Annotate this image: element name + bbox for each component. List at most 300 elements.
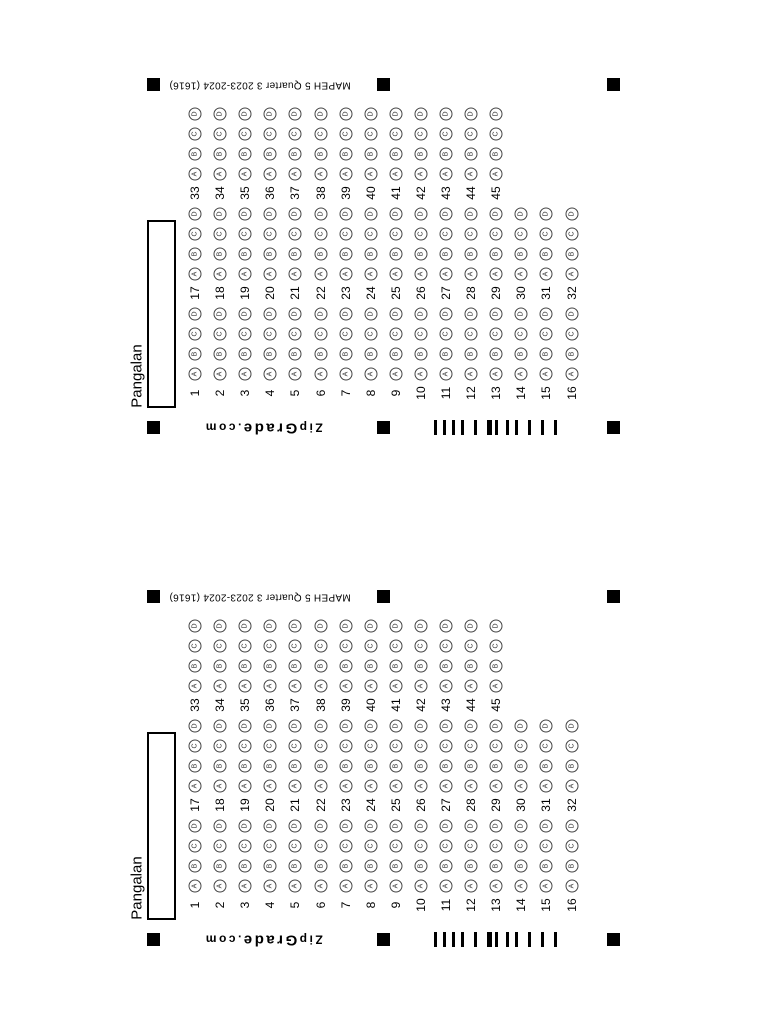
answer-bubble[interactable] xyxy=(440,780,453,793)
answer-bubble[interactable] xyxy=(214,860,227,873)
answer-bubble[interactable] xyxy=(440,348,453,361)
answer-bubble[interactable] xyxy=(515,268,528,281)
answer-bubble[interactable] xyxy=(490,248,503,261)
answer-bubble[interactable] xyxy=(490,228,503,241)
answer-bubble[interactable] xyxy=(239,128,252,141)
answer-bubble[interactable] xyxy=(490,780,503,793)
answer-bubble[interactable] xyxy=(239,148,252,161)
answer-bubble[interactable] xyxy=(414,780,427,793)
answer-bubble[interactable] xyxy=(565,880,578,893)
answer-bubble[interactable] xyxy=(239,680,252,693)
answer-bubble[interactable] xyxy=(339,268,352,281)
answer-bubble[interactable] xyxy=(264,148,277,161)
answer-bubble[interactable] xyxy=(264,328,277,341)
answer-bubble[interactable] xyxy=(339,248,352,261)
answer-bubble[interactable] xyxy=(314,348,327,361)
answer-bubble[interactable] xyxy=(515,740,528,753)
answer-bubble[interactable] xyxy=(389,880,402,893)
answer-bubble[interactable] xyxy=(490,740,503,753)
answer-bubble[interactable] xyxy=(389,348,402,361)
answer-bubble[interactable] xyxy=(239,208,252,221)
answer-bubble[interactable] xyxy=(490,208,503,221)
answer-bubble[interactable] xyxy=(364,348,377,361)
answer-bubble[interactable] xyxy=(264,128,277,141)
answer-bubble[interactable] xyxy=(214,228,227,241)
answer-bubble[interactable] xyxy=(239,760,252,773)
answer-bubble[interactable] xyxy=(465,880,478,893)
answer-bubble[interactable] xyxy=(314,860,327,873)
answer-bubble[interactable] xyxy=(339,128,352,141)
answer-bubble[interactable] xyxy=(189,640,202,653)
answer-bubble[interactable] xyxy=(214,820,227,833)
answer-bubble[interactable] xyxy=(214,660,227,673)
answer-bubble[interactable] xyxy=(314,228,327,241)
answer-bubble[interactable] xyxy=(465,840,478,853)
answer-bubble[interactable] xyxy=(189,740,202,753)
answer-bubble[interactable] xyxy=(289,820,302,833)
answer-bubble[interactable] xyxy=(565,820,578,833)
answer-bubble[interactable] xyxy=(364,780,377,793)
answer-bubble[interactable] xyxy=(364,680,377,693)
answer-bubble[interactable] xyxy=(389,760,402,773)
answer-bubble[interactable] xyxy=(214,108,227,121)
answer-bubble[interactable] xyxy=(264,108,277,121)
answer-bubble[interactable] xyxy=(289,348,302,361)
answer-bubble[interactable] xyxy=(565,268,578,281)
answer-bubble[interactable] xyxy=(339,860,352,873)
answer-bubble[interactable] xyxy=(264,860,277,873)
answer-bubble[interactable] xyxy=(364,368,377,381)
answer-bubble[interactable] xyxy=(414,268,427,281)
answer-bubble[interactable] xyxy=(239,248,252,261)
answer-bubble[interactable] xyxy=(440,760,453,773)
answer-bubble[interactable] xyxy=(189,268,202,281)
answer-bubble[interactable] xyxy=(490,840,503,853)
answer-bubble[interactable] xyxy=(389,108,402,121)
answer-bubble[interactable] xyxy=(389,328,402,341)
answer-bubble[interactable] xyxy=(289,640,302,653)
answer-bubble[interactable] xyxy=(414,228,427,241)
answer-bubble[interactable] xyxy=(465,108,478,121)
answer-bubble[interactable] xyxy=(314,128,327,141)
answer-bubble[interactable] xyxy=(465,308,478,321)
answer-bubble[interactable] xyxy=(440,660,453,673)
answer-bubble[interactable] xyxy=(414,860,427,873)
answer-bubble[interactable] xyxy=(414,208,427,221)
answer-bubble[interactable] xyxy=(314,880,327,893)
answer-bubble[interactable] xyxy=(314,108,327,121)
answer-bubble[interactable] xyxy=(490,720,503,733)
answer-bubble[interactable] xyxy=(214,880,227,893)
answer-bubble[interactable] xyxy=(214,148,227,161)
answer-bubble[interactable] xyxy=(339,760,352,773)
answer-bubble[interactable] xyxy=(414,148,427,161)
answer-bubble[interactable] xyxy=(540,308,553,321)
answer-bubble[interactable] xyxy=(414,620,427,633)
answer-bubble[interactable] xyxy=(440,268,453,281)
answer-bubble[interactable] xyxy=(189,780,202,793)
answer-bubble[interactable] xyxy=(364,640,377,653)
answer-bubble[interactable] xyxy=(565,328,578,341)
answer-bubble[interactable] xyxy=(440,308,453,321)
answer-bubble[interactable] xyxy=(540,328,553,341)
answer-bubble[interactable] xyxy=(414,880,427,893)
answer-bubble[interactable] xyxy=(465,268,478,281)
answer-bubble[interactable] xyxy=(440,248,453,261)
answer-bubble[interactable] xyxy=(364,208,377,221)
answer-bubble[interactable] xyxy=(214,840,227,853)
answer-bubble[interactable] xyxy=(239,168,252,181)
answer-bubble[interactable] xyxy=(314,268,327,281)
answer-bubble[interactable] xyxy=(389,228,402,241)
answer-bubble[interactable] xyxy=(239,880,252,893)
answer-bubble[interactable] xyxy=(389,268,402,281)
answer-bubble[interactable] xyxy=(490,168,503,181)
answer-bubble[interactable] xyxy=(264,368,277,381)
answer-bubble[interactable] xyxy=(264,720,277,733)
answer-bubble[interactable] xyxy=(189,760,202,773)
answer-bubble[interactable] xyxy=(465,620,478,633)
answer-bubble[interactable] xyxy=(214,268,227,281)
answer-bubble[interactable] xyxy=(214,680,227,693)
answer-bubble[interactable] xyxy=(414,720,427,733)
answer-bubble[interactable] xyxy=(414,348,427,361)
answer-bubble[interactable] xyxy=(364,880,377,893)
answer-bubble[interactable] xyxy=(440,840,453,853)
answer-bubble[interactable] xyxy=(540,740,553,753)
answer-bubble[interactable] xyxy=(465,168,478,181)
answer-bubble[interactable] xyxy=(264,228,277,241)
answer-bubble[interactable] xyxy=(264,780,277,793)
answer-bubble[interactable] xyxy=(414,640,427,653)
answer-bubble[interactable] xyxy=(490,108,503,121)
answer-bubble[interactable] xyxy=(189,168,202,181)
answer-bubble[interactable] xyxy=(339,228,352,241)
answer-bubble[interactable] xyxy=(465,680,478,693)
answer-bubble[interactable] xyxy=(565,860,578,873)
answer-bubble[interactable] xyxy=(339,348,352,361)
answer-bubble[interactable] xyxy=(364,620,377,633)
answer-bubble[interactable] xyxy=(364,328,377,341)
answer-bubble[interactable] xyxy=(214,348,227,361)
answer-bubble[interactable] xyxy=(339,620,352,633)
answer-bubble[interactable] xyxy=(364,308,377,321)
answer-bubble[interactable] xyxy=(264,348,277,361)
answer-bubble[interactable] xyxy=(189,148,202,161)
answer-bubble[interactable] xyxy=(515,880,528,893)
answer-bubble[interactable] xyxy=(414,820,427,833)
answer-bubble[interactable] xyxy=(289,680,302,693)
answer-bubble[interactable] xyxy=(565,760,578,773)
answer-bubble[interactable] xyxy=(515,760,528,773)
answer-bubble[interactable] xyxy=(314,780,327,793)
answer-bubble[interactable] xyxy=(440,820,453,833)
answer-bubble[interactable] xyxy=(314,720,327,733)
answer-bubble[interactable] xyxy=(214,780,227,793)
answer-bubble[interactable] xyxy=(389,208,402,221)
answer-bubble[interactable] xyxy=(189,248,202,261)
answer-bubble[interactable] xyxy=(414,308,427,321)
answer-bubble[interactable] xyxy=(414,740,427,753)
answer-bubble[interactable] xyxy=(339,108,352,121)
answer-bubble[interactable] xyxy=(289,740,302,753)
answer-bubble[interactable] xyxy=(440,620,453,633)
answer-bubble[interactable] xyxy=(540,780,553,793)
answer-bubble[interactable] xyxy=(314,680,327,693)
answer-bubble[interactable] xyxy=(264,268,277,281)
answer-bubble[interactable] xyxy=(314,308,327,321)
answer-bubble[interactable] xyxy=(314,820,327,833)
answer-bubble[interactable] xyxy=(339,680,352,693)
answer-bubble[interactable] xyxy=(364,248,377,261)
answer-bubble[interactable] xyxy=(214,208,227,221)
answer-bubble[interactable] xyxy=(440,368,453,381)
answer-bubble[interactable] xyxy=(465,128,478,141)
answer-bubble[interactable] xyxy=(490,148,503,161)
answer-bubble[interactable] xyxy=(239,840,252,853)
answer-bubble[interactable] xyxy=(314,660,327,673)
answer-bubble[interactable] xyxy=(314,640,327,653)
answer-bubble[interactable] xyxy=(440,860,453,873)
answer-bubble[interactable] xyxy=(214,720,227,733)
answer-bubble[interactable] xyxy=(490,820,503,833)
answer-bubble[interactable] xyxy=(289,860,302,873)
answer-bubble[interactable] xyxy=(214,328,227,341)
answer-bubble[interactable] xyxy=(515,368,528,381)
answer-bubble[interactable] xyxy=(239,740,252,753)
answer-bubble[interactable] xyxy=(314,168,327,181)
answer-bubble[interactable] xyxy=(565,840,578,853)
answer-bubble[interactable] xyxy=(289,880,302,893)
answer-bubble[interactable] xyxy=(440,680,453,693)
answer-bubble[interactable] xyxy=(339,740,352,753)
answer-bubble[interactable] xyxy=(239,780,252,793)
answer-bubble[interactable] xyxy=(239,640,252,653)
answer-bubble[interactable] xyxy=(339,660,352,673)
answer-bubble[interactable] xyxy=(389,660,402,673)
answer-bubble[interactable] xyxy=(264,248,277,261)
answer-bubble[interactable] xyxy=(414,168,427,181)
answer-bubble[interactable] xyxy=(440,328,453,341)
answer-bubble[interactable] xyxy=(239,348,252,361)
answer-bubble[interactable] xyxy=(490,640,503,653)
answer-bubble[interactable] xyxy=(414,368,427,381)
answer-bubble[interactable] xyxy=(214,620,227,633)
answer-bubble[interactable] xyxy=(440,128,453,141)
answer-bubble[interactable] xyxy=(289,760,302,773)
answer-bubble[interactable] xyxy=(364,228,377,241)
answer-bubble[interactable] xyxy=(339,208,352,221)
answer-bubble[interactable] xyxy=(490,268,503,281)
answer-bubble[interactable] xyxy=(339,168,352,181)
answer-bubble[interactable] xyxy=(389,640,402,653)
answer-bubble[interactable] xyxy=(339,780,352,793)
answer-bubble[interactable] xyxy=(465,720,478,733)
answer-bubble[interactable] xyxy=(440,640,453,653)
answer-bubble[interactable] xyxy=(465,740,478,753)
answer-bubble[interactable] xyxy=(289,328,302,341)
answer-bubble[interactable] xyxy=(490,328,503,341)
answer-bubble[interactable] xyxy=(465,760,478,773)
answer-bubble[interactable] xyxy=(540,860,553,873)
answer-bubble[interactable] xyxy=(490,308,503,321)
answer-bubble[interactable] xyxy=(189,328,202,341)
answer-bubble[interactable] xyxy=(339,840,352,853)
answer-bubble[interactable] xyxy=(189,368,202,381)
answer-bubble[interactable] xyxy=(414,680,427,693)
answer-bubble[interactable] xyxy=(314,148,327,161)
answer-bubble[interactable] xyxy=(515,308,528,321)
answer-bubble[interactable] xyxy=(364,148,377,161)
answer-bubble[interactable] xyxy=(389,780,402,793)
answer-bubble[interactable] xyxy=(189,108,202,121)
answer-bubble[interactable] xyxy=(289,268,302,281)
answer-bubble[interactable] xyxy=(490,880,503,893)
answer-bubble[interactable] xyxy=(264,840,277,853)
answer-bubble[interactable] xyxy=(264,820,277,833)
answer-bubble[interactable] xyxy=(389,740,402,753)
answer-bubble[interactable] xyxy=(189,620,202,633)
answer-bubble[interactable] xyxy=(264,880,277,893)
answer-bubble[interactable] xyxy=(540,880,553,893)
answer-bubble[interactable] xyxy=(339,328,352,341)
answer-bubble[interactable] xyxy=(189,720,202,733)
answer-bubble[interactable] xyxy=(314,760,327,773)
answer-bubble[interactable] xyxy=(515,228,528,241)
answer-bubble[interactable] xyxy=(289,108,302,121)
answer-bubble[interactable] xyxy=(264,680,277,693)
answer-bubble[interactable] xyxy=(440,168,453,181)
answer-bubble[interactable] xyxy=(214,248,227,261)
answer-bubble[interactable] xyxy=(565,248,578,261)
answer-bubble[interactable] xyxy=(214,640,227,653)
answer-bubble[interactable] xyxy=(465,660,478,673)
answer-bubble[interactable] xyxy=(490,368,503,381)
answer-bubble[interactable] xyxy=(214,168,227,181)
answer-bubble[interactable] xyxy=(414,328,427,341)
answer-bubble[interactable] xyxy=(465,780,478,793)
answer-bubble[interactable] xyxy=(490,760,503,773)
answer-bubble[interactable] xyxy=(364,660,377,673)
answer-bubble[interactable] xyxy=(389,860,402,873)
answer-bubble[interactable] xyxy=(440,108,453,121)
answer-bubble[interactable] xyxy=(490,860,503,873)
answer-bubble[interactable] xyxy=(389,620,402,633)
answer-bubble[interactable] xyxy=(189,680,202,693)
answer-bubble[interactable] xyxy=(264,640,277,653)
answer-bubble[interactable] xyxy=(565,780,578,793)
answer-bubble[interactable] xyxy=(540,348,553,361)
answer-bubble[interactable] xyxy=(540,248,553,261)
answer-bubble[interactable] xyxy=(189,308,202,321)
answer-bubble[interactable] xyxy=(465,640,478,653)
answer-bubble[interactable] xyxy=(264,660,277,673)
answer-bubble[interactable] xyxy=(465,208,478,221)
answer-bubble[interactable] xyxy=(289,148,302,161)
answer-bubble[interactable] xyxy=(465,148,478,161)
answer-bubble[interactable] xyxy=(414,248,427,261)
answer-bubble[interactable] xyxy=(389,248,402,261)
answer-bubble[interactable] xyxy=(214,760,227,773)
answer-bubble[interactable] xyxy=(314,208,327,221)
answer-bubble[interactable] xyxy=(239,308,252,321)
answer-bubble[interactable] xyxy=(414,108,427,121)
answer-bubble[interactable] xyxy=(264,760,277,773)
answer-bubble[interactable] xyxy=(515,780,528,793)
answer-bubble[interactable] xyxy=(289,168,302,181)
answer-bubble[interactable] xyxy=(465,860,478,873)
answer-bubble[interactable] xyxy=(289,660,302,673)
name-field[interactable] xyxy=(147,220,176,408)
answer-bubble[interactable] xyxy=(364,720,377,733)
answer-bubble[interactable] xyxy=(540,228,553,241)
answer-bubble[interactable] xyxy=(540,760,553,773)
answer-bubble[interactable] xyxy=(264,208,277,221)
answer-bubble[interactable] xyxy=(515,208,528,221)
answer-bubble[interactable] xyxy=(339,640,352,653)
answer-bubble[interactable] xyxy=(289,208,302,221)
answer-bubble[interactable] xyxy=(440,880,453,893)
answer-bubble[interactable] xyxy=(239,860,252,873)
answer-bubble[interactable] xyxy=(214,740,227,753)
answer-bubble[interactable] xyxy=(389,148,402,161)
answer-bubble[interactable] xyxy=(189,208,202,221)
answer-bubble[interactable] xyxy=(465,368,478,381)
answer-bubble[interactable] xyxy=(414,660,427,673)
answer-bubble[interactable] xyxy=(214,128,227,141)
answer-bubble[interactable] xyxy=(264,308,277,321)
answer-bubble[interactable] xyxy=(490,348,503,361)
answer-bubble[interactable] xyxy=(515,328,528,341)
answer-bubble[interactable] xyxy=(440,740,453,753)
answer-bubble[interactable] xyxy=(364,128,377,141)
answer-bubble[interactable] xyxy=(515,820,528,833)
answer-bubble[interactable] xyxy=(515,248,528,261)
answer-bubble[interactable] xyxy=(389,820,402,833)
answer-bubble[interactable] xyxy=(339,720,352,733)
answer-bubble[interactable] xyxy=(515,860,528,873)
answer-bubble[interactable] xyxy=(314,328,327,341)
answer-bubble[interactable] xyxy=(264,620,277,633)
answer-bubble[interactable] xyxy=(490,128,503,141)
answer-bubble[interactable] xyxy=(465,248,478,261)
answer-bubble[interactable] xyxy=(515,348,528,361)
answer-bubble[interactable] xyxy=(239,328,252,341)
answer-bubble[interactable] xyxy=(565,368,578,381)
answer-bubble[interactable] xyxy=(540,368,553,381)
answer-bubble[interactable] xyxy=(264,740,277,753)
answer-bubble[interactable] xyxy=(289,248,302,261)
answer-bubble[interactable] xyxy=(189,228,202,241)
answer-bubble[interactable] xyxy=(314,368,327,381)
answer-bubble[interactable] xyxy=(414,760,427,773)
answer-bubble[interactable] xyxy=(239,820,252,833)
answer-bubble[interactable] xyxy=(314,840,327,853)
answer-bubble[interactable] xyxy=(339,148,352,161)
answer-bubble[interactable] xyxy=(214,368,227,381)
answer-bubble[interactable] xyxy=(189,128,202,141)
answer-bubble[interactable] xyxy=(339,880,352,893)
answer-bubble[interactable] xyxy=(515,840,528,853)
answer-bubble[interactable] xyxy=(364,840,377,853)
answer-bubble[interactable] xyxy=(465,228,478,241)
answer-bubble[interactable] xyxy=(239,108,252,121)
answer-bubble[interactable] xyxy=(440,148,453,161)
answer-bubble[interactable] xyxy=(364,760,377,773)
answer-bubble[interactable] xyxy=(364,268,377,281)
answer-bubble[interactable] xyxy=(239,660,252,673)
answer-bubble[interactable] xyxy=(440,228,453,241)
